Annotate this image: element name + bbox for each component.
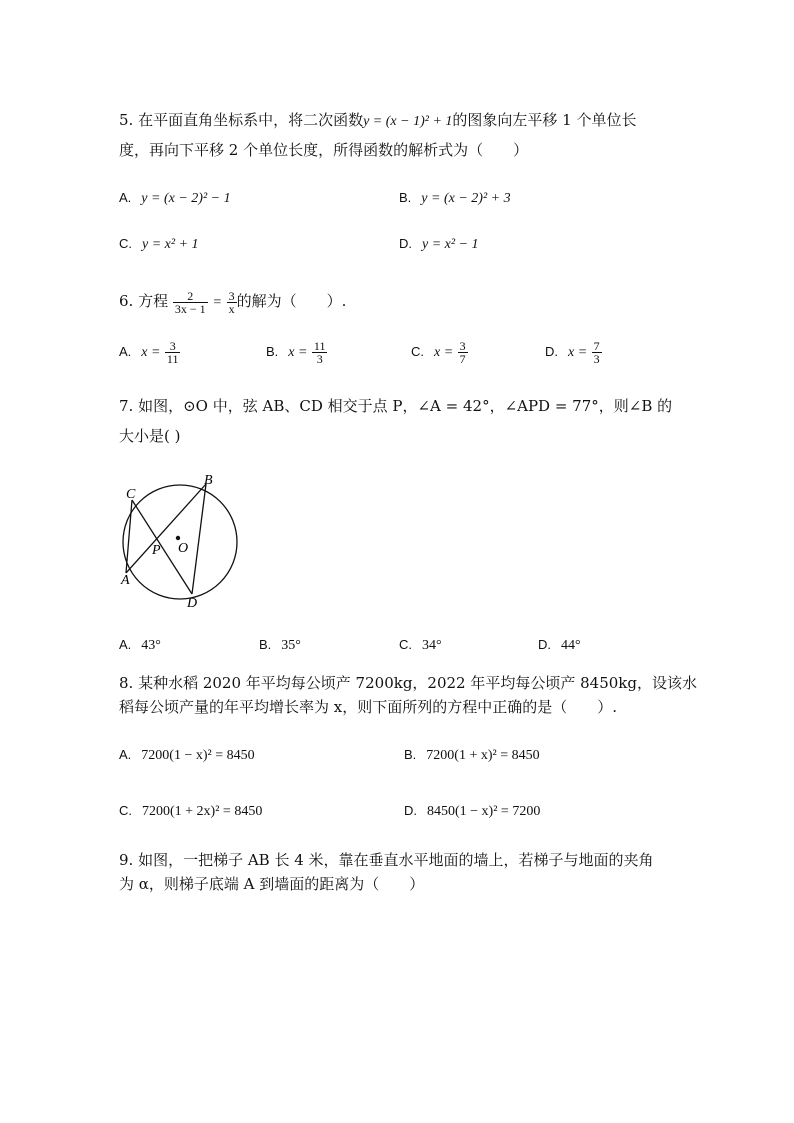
label-b: B: [204, 473, 213, 488]
center-dot: [176, 536, 180, 540]
q5-option-c[interactable]: [119, 234, 199, 255]
option-label: D.: [545, 344, 558, 359]
q5-text-pre: 5. 在平面直角坐标系中，将二次函数: [119, 111, 364, 129]
chord-bd: [192, 484, 206, 594]
q7-line-2: 大小是( ): [119, 427, 181, 445]
option-label: C.: [119, 236, 132, 251]
q7-option-b[interactable]: [259, 635, 301, 656]
q6-option-a[interactable]: [119, 337, 180, 368]
q8-line-1: 8. 某种水稻 2020 年平均每公顷产 7200kg，2022 年平均每公顷产 8450kg，设该水: [119, 674, 698, 692]
q5-option-a[interactable]: [119, 188, 231, 209]
label-a: A: [121, 573, 130, 588]
option-label: C.: [411, 344, 424, 359]
q7-option-d[interactable]: [538, 635, 581, 656]
option-label: B.: [266, 344, 279, 359]
option-label: D.: [399, 236, 412, 251]
q8-line-2: 稻每公顷产量的年平均增长率为 x，则下面所列的方程中正确的是（ ）.: [119, 698, 617, 716]
q6-equals: =: [212, 295, 222, 310]
q9-line-1: 9. 如图，一把梯子 AB 长 4 米，靠在垂直水平地面的墙上，若梯子与地面的夹角: [119, 851, 654, 869]
fraction-numerator: 11: [313, 338, 326, 353]
chord-ca: [126, 500, 132, 573]
option-expr: y = x² − 1: [422, 237, 479, 252]
q8-option-b[interactable]: [404, 745, 540, 766]
option-expr: 7200(1 + 2x)² = 8450: [142, 804, 263, 819]
q6-text-post: 的解为（ ）.: [236, 292, 347, 310]
fraction-numerator: 3: [165, 340, 181, 353]
option-expr: 43°: [141, 638, 161, 653]
option-fraction: [458, 340, 468, 365]
fraction-denominator: 3: [316, 351, 323, 366]
q5-option-d[interactable]: [399, 234, 479, 255]
q7-line-1: 7. 如图，⊙O 中，弦 AB、CD 相交于点 P，∠A = 42°，∠APD = 77°，则∠B 的: [119, 397, 673, 415]
option-label: B.: [399, 190, 412, 205]
q5-function: y = (x − 1)² + 1: [363, 114, 453, 129]
option-label: A.: [119, 747, 132, 762]
option-expr: 44°: [561, 638, 581, 653]
fraction-denominator: 7: [459, 351, 466, 366]
option-expr: 35°: [281, 638, 301, 653]
q7-option-a[interactable]: [119, 635, 161, 656]
q5-text-post: 的图象向左平移 1 个单位长: [452, 111, 637, 129]
q6-fraction-left: [173, 290, 208, 315]
q8-option-a[interactable]: [119, 745, 255, 766]
option-var: x =: [434, 345, 454, 360]
option-var: x =: [568, 345, 588, 360]
fraction-denominator: x: [228, 301, 235, 316]
option-fraction: [312, 340, 328, 365]
option-expr: y = x² + 1: [142, 237, 199, 252]
option-expr: 7200(1 + x)² = 8450: [426, 748, 540, 763]
fraction-numerator: 3: [228, 288, 235, 303]
fraction-denominator: 3x − 1: [174, 301, 206, 316]
option-expr: y = (x − 2)² − 1: [141, 191, 231, 206]
label-p: P: [152, 543, 161, 558]
option-label: A.: [119, 344, 132, 359]
option-label: B.: [404, 747, 417, 762]
label-c: C: [126, 487, 136, 502]
option-label: C.: [399, 637, 412, 652]
q8-option-d[interactable]: [404, 801, 540, 822]
chord-ab: [126, 484, 206, 573]
option-label: B.: [259, 637, 272, 652]
option-label: D.: [538, 637, 551, 652]
q8-option-c[interactable]: [119, 801, 262, 822]
option-var: x =: [141, 345, 161, 360]
fraction-numerator: 3: [459, 338, 466, 353]
q6-option-d[interactable]: [545, 337, 602, 368]
option-label: A.: [119, 190, 132, 205]
q6-text-pre: 6. 方程: [119, 292, 169, 310]
q6-line: [119, 286, 346, 318]
q6-fraction-right: [227, 290, 237, 315]
option-label: A.: [119, 637, 132, 652]
option-fraction: [165, 340, 181, 365]
option-label: C.: [119, 803, 132, 818]
q6-option-c[interactable]: [411, 337, 468, 368]
option-var: x =: [288, 345, 308, 360]
q5-option-b[interactable]: [399, 188, 511, 209]
q5-line-1: [119, 110, 636, 132]
q7-option-c[interactable]: [399, 635, 442, 656]
circle-figure: [115, 470, 245, 610]
fraction-numerator: 7: [593, 338, 600, 353]
q5-line-2: 度，再向下平移 2 个单位长度，所得函数的解析式为（ ）: [119, 141, 529, 159]
option-expr: 7200(1 − x)² = 8450: [141, 748, 255, 763]
fraction-denominator: 3: [593, 351, 600, 366]
option-label: D.: [404, 803, 417, 818]
fraction-denominator: 11: [166, 351, 179, 366]
q9-line-2: 为 α，则梯子底端 A 到墙面的距离为（ ）: [119, 875, 425, 893]
option-expr: 34°: [422, 638, 442, 653]
option-fraction: [592, 340, 602, 365]
label-d: D: [187, 596, 198, 610]
option-expr: y = (x − 2)² + 3: [421, 191, 511, 206]
q6-option-b[interactable]: [266, 337, 327, 368]
fraction-numerator: 2: [173, 290, 208, 303]
option-expr: 8450(1 − x)² = 7200: [427, 804, 541, 819]
label-o: O: [178, 541, 189, 556]
